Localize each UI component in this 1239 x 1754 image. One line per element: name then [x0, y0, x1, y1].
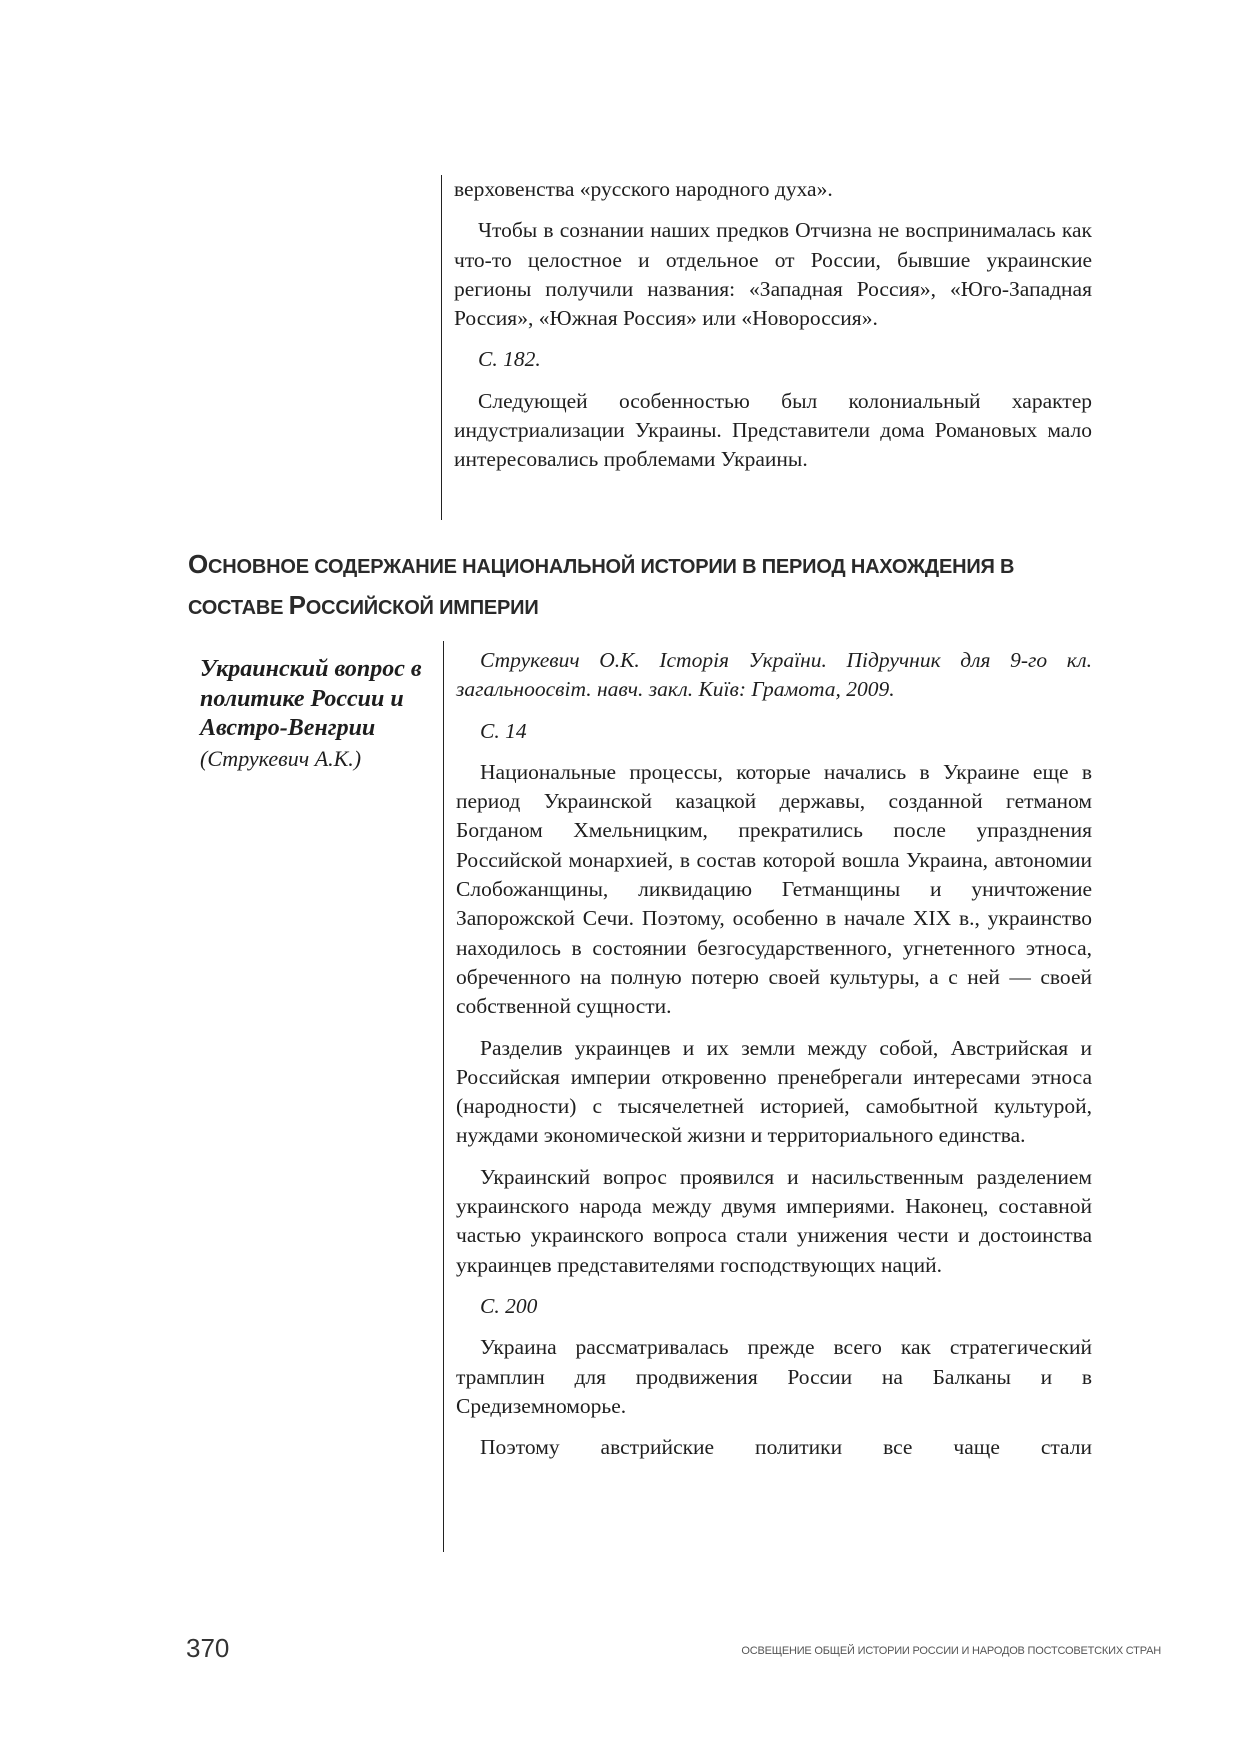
page-reference: С. 200 — [480, 1293, 538, 1318]
paragraph: Следующей особенностью был колониальный характер индустриализации Украины. Представители дома Романовых мало интересовались проблемами Украины. — [454, 388, 1092, 472]
paragraph: Украинский вопрос проявился и насильственным разделением украинского народа между двумя империями. Наконец, составной частью украинского вопроса стали унижения чести и достоинства украинцев представителями господствующих наций. — [456, 1164, 1092, 1277]
source-citation: Струкевич О.К. Історія України. Підручник для 9-го кл. загальноосвіт. навч. закл. Київ: Грамота, 2009. — [456, 648, 1092, 702]
heading-text: СНОВНОЕ СОДЕРЖАНИЕ НАЦИОНАЛЬНОЙ ИСТОРИИ В ПЕРИОД НАХОЖДЕНИЯ В — [208, 556, 1015, 578]
main-quote-column — [456, 646, 1092, 1474]
page-reference: С. 182. — [478, 347, 541, 372]
topic-author: (Струкевич А.К.) — [200, 745, 362, 771]
heading-initial: О — [188, 549, 209, 579]
paragraph: Украина рассматривалась прежде всего как стратегический трамплин для продвижения России на Балканы и в Средиземноморье. — [456, 1335, 1092, 1418]
page-number: 370 — [186, 1633, 230, 1663]
heading-initial: Р — [288, 590, 306, 620]
top-quote-block — [441, 175, 1092, 520]
main-quote-block — [443, 641, 1092, 1552]
section-heading — [188, 545, 1108, 627]
heading-text: ОССИЙСКОЙ ИМПЕРИИ — [305, 597, 539, 619]
running-footer-title: ОСВЕЩЕНИЕ ОБЩЕЙ ИСТОРИИ РОССИИ И НАРОДОВ ПОСТСОВЕТСКИХ СТРАН — [741, 1645, 1161, 1657]
paragraph: Национальные процессы, которые начались в Украине еще в период Украинской казацкой державы, созданной гетманом Богданом Хмельницким, прекратились после упразднения Российской монархией, в состав которой вошла Украина, автономии Слобожанщины, ликвидацию Гетманщины и уничтожение Запорожской Сечи. Поэтому, особенно в начале XIX в., украинство находилось в состоянии безгосударственного, угнетенного этноса, обреченного на полную потерю своей культуры, а с ней — своей собственной сущности. — [456, 759, 1092, 1019]
paragraph: Поэтому австрийские политики все чаще стали — [480, 1435, 1092, 1460]
paragraph: Чтобы в сознании наших предков Отчизна не воспринималась как что-то целостное и отдельное от России, бывшие украинские регионы получили названия: «Западная Россия», «Юго-Западная Россия», «Южная Россия» или «Новороссия». — [454, 218, 1092, 331]
margin-topic-label — [200, 655, 435, 773]
topic-title: Украинский вопрос в политике России и Австро-Венгрии — [200, 656, 422, 741]
page-reference: С. 14 — [480, 718, 527, 743]
top-quote-column — [454, 175, 1092, 487]
paragraph: Разделив украинцев и их земли между собой, Австрийская и Российская империи откровенно пренебрегали интересами этноса (народности) с тысячелетней историей, самобытной культурой, нуждами экономической жизни и территориального единства. — [456, 1035, 1092, 1148]
paragraph: верховенства «русского народного духа». — [454, 177, 833, 201]
heading-text: СОСТАВЕ — [188, 597, 289, 619]
